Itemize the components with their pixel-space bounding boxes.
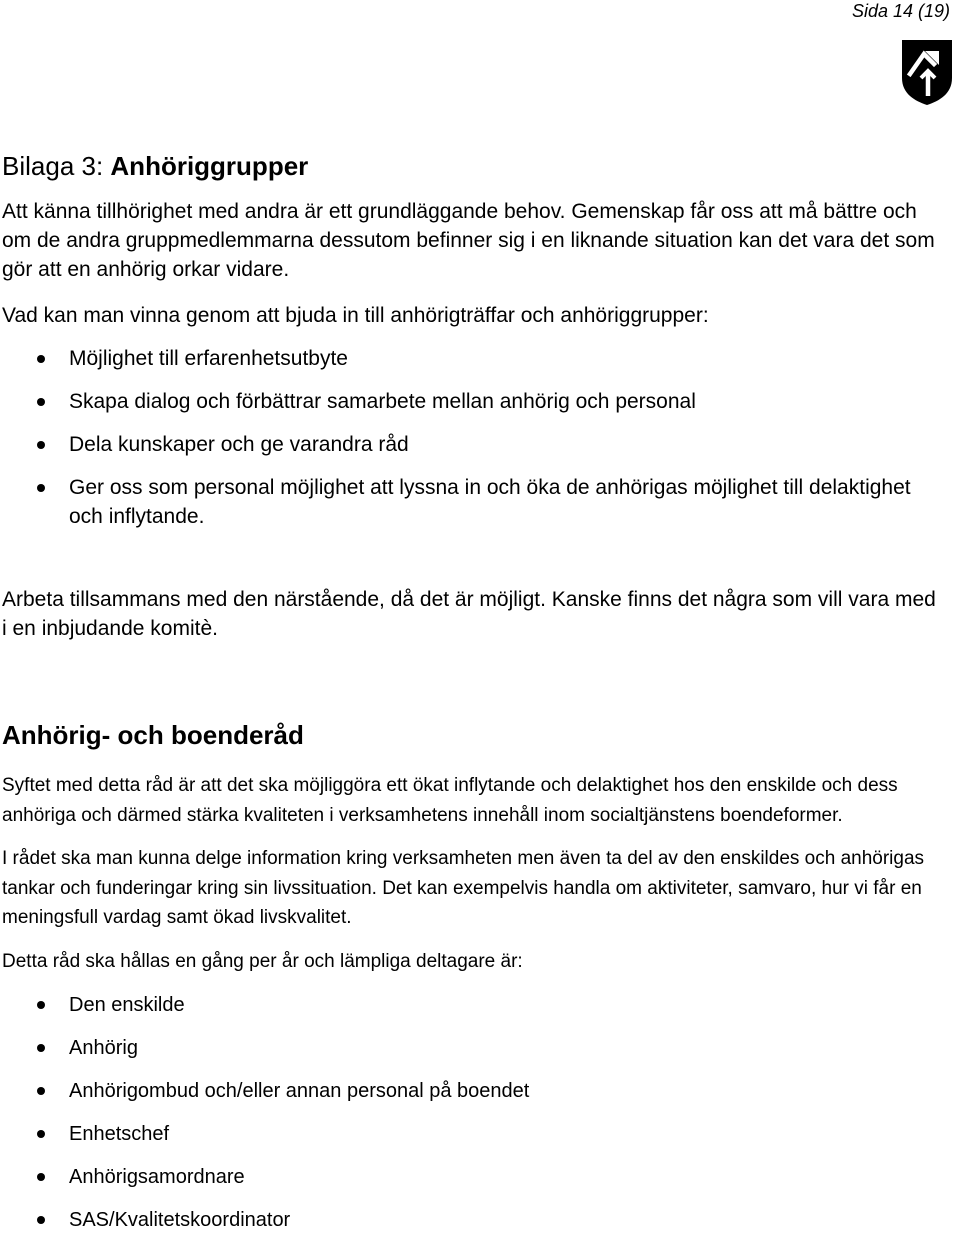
document-body [2, 150, 942, 1234]
list-item: Anhörigsamordnare [2, 1163, 942, 1191]
list-item: Ger oss som personal möjlighet att lyssna in och öka de anhörigas möjlighet till delaktighet och inflytande. [2, 473, 942, 531]
list-item: Anhörigombud och/eller annan personal på boendet [2, 1077, 942, 1105]
page-number: Sida 14 (19) [851, 1, 950, 21]
list-item: Den enskilde [2, 991, 942, 1019]
benefits-question: Vad kan man vinna genom att bjuda in till anhörigträffar och anhöriggrupper: [2, 304, 709, 327]
intro-paragraph: Att känna tillhörighet med andra är ett grundläggande behov. Gemenskap får oss att må bättre och om de andra gruppmedlemmarna dessutom befinner sig i en liknande situation kan det vara det som gör att en anhörig orkar vidare. [2, 200, 935, 281]
participants-list [2, 991, 942, 1234]
participants-intro: Detta råd ska hållas en gång per år och lämpliga deltagare är: [2, 950, 523, 972]
appendix-heading: Anhöriggrupper [110, 151, 309, 181]
appendix-title [2, 150, 942, 182]
list-item: Anhörig [2, 1034, 942, 1062]
purpose-paragraph: Syftet med detta råd är att det ska möjliggöra ett ökat inflytande och delaktighet hos den enskilde och dess anhöriga och därmed stärka kvaliteten i verksamhetens innehåll inom socialtjänstens boendeformer. [2, 775, 898, 826]
list-item: SAS/Kvalitetskoordinator [2, 1206, 942, 1234]
list-item: Dela kunskaper och ge varandra råd [2, 430, 942, 459]
council-description: I rådet ska man kunna delge information kring verksamheten men även ta del av den enskildes och anhörigas tankar och funderingar kring sin livssituation. Det kan exempelvis handla om aktiviteter, samvaro, hur vi får en meningsfull vardag samt ökad livskvalitet. [2, 848, 925, 928]
list-item: Skapa dialog och förbättrar samarbete mellan anhörig och personal [2, 387, 942, 416]
section-title: Anhörig- och boenderåd [2, 720, 304, 750]
appendix-prefix: Bilaga 3: [2, 151, 111, 181]
together-paragraph: Arbeta tillsammans med den närstående, då det är möjligt. Kanske finns det några som vill vara med i en inbjudande komitè. [2, 588, 936, 640]
list-item: Enhetschef [2, 1120, 942, 1148]
benefits-list [2, 344, 942, 531]
municipal-shield-arrow-icon [899, 38, 955, 106]
list-item: Möjlighet till erfarenhetsutbyte [2, 344, 942, 373]
